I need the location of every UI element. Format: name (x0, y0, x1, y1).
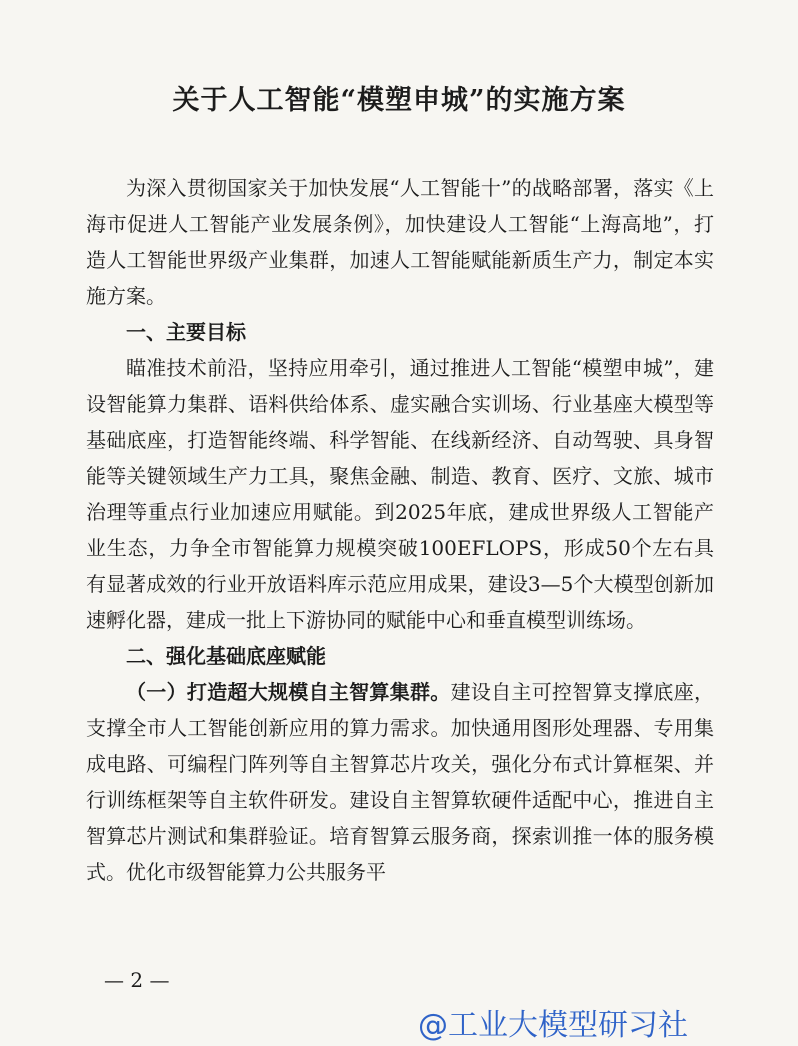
watermark: @工业大模型研习社 (418, 1008, 688, 1043)
document-body (86, 170, 714, 890)
subsection-text: 建设自主可控智算支撑底座，支撑全市人工智能创新应用的算力需求。加快通用图形处理器、专用集成电路、可编程门阵列等自主智算芯片攻关，强化分布式计算框架、并行训练框架等自主软件研发。建设自主智算软硬件适配中心，推进自主智算芯片测试和集群验证。培育智算云服务商，探索训推一体的服务模式。优化市级智能算力公共服务平 (86, 680, 715, 884)
goals-paragraph: 瞄准技术前沿，坚持应用牵引，通过推进人工智能“模塑申城”，建设智能算力集群、语料供给体系、虚实融合实训场、行业基座大模型等基础底座，打造智能终端、科学智能、在线新经济、自动驾驶、具身智能等关键领域生产力工具，聚焦金融、制造、教育、医疗、文旅、城市治理等重点行业加速应用赋能。到2025年底，建成世界级人工智能产业生态，力争全市智能算力规模突破100EFLOPS，形成50个左右具有显著成效的行业开放语料库示范应用成果，建设3—5个大模型创新加速孵化器，建成一批上下游协同的赋能中心和垂直模型训练场。 (86, 356, 714, 632)
page-number: — 2 — (104, 968, 170, 992)
subsection-lead: （一）打造超大规模自主智算集群。 (126, 680, 451, 704)
intro-paragraph: 为深入贯彻国家关于加快发展“人工智能十”的战略部署，落实《上海市促进人工智能产业发展条例》，加快建设人工智能“上海高地”，打造人工智能世界级产业集群，加速人工智能赋能新质生产力，制定本实施方案。 (86, 176, 714, 308)
document-title: 关于人工智能“模塑申城”的实施方案 (172, 85, 626, 116)
section-heading-infrastructure: 二、强化基础底座赋能 (126, 644, 326, 668)
compute-cluster-paragraph (86, 674, 714, 890)
section-heading-goals: 一、主要目标 (126, 320, 246, 344)
